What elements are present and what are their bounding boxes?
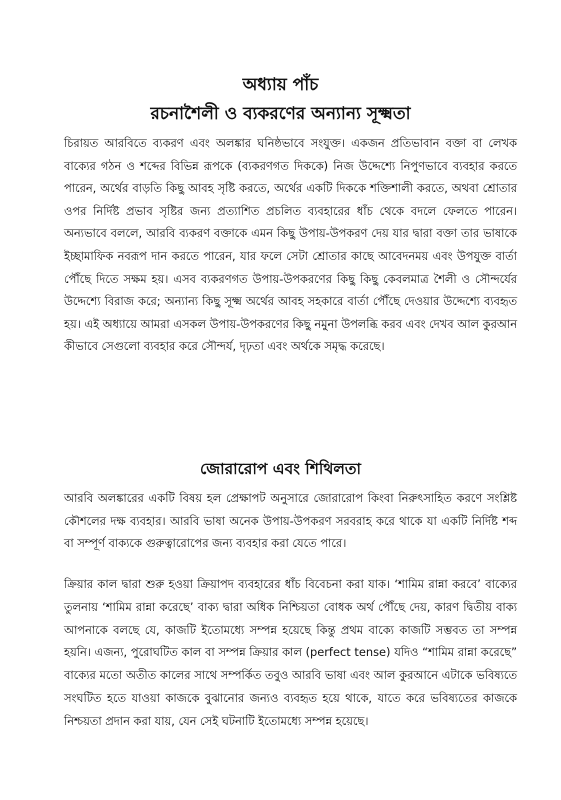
section-paragraph-2: ক্রিয়ার কাল দ্বারা শুরু হওয়া ক্রিয়াপদ ব্যবহারের ধাঁচ বিবেচনা করা যাক। ‘শামিম রান্না করবে’ বাক্যের তুলনায় ‘শামিম রান্না করেছে’ বাক্য দ্বারা অধিক নিশ্চিয়তা বোধক অর্থ পৌঁছে দেয়, কারণ দ্বিতীয় বাক্য আপনাকে বলছে যে, কাজটি ইতোমধ্যে সম্পন্ন হয়েছে কিন্তু প্রথম বাক্যে কাজটি সম্ভবত তা সম্পন্ন হয়নি। এজন্য, পুরোঘটিত কাল বা সম্পন্ন ক্রিয়ার কাল (perfect tense) যদিও “শামিম রান্না করেছে” বাক্যের মতো অতীত কালের সাথে সম্পর্কিত তবুও আরবি ভাষা এবং আল কুরআনে এটাকে ভবিষ্যতে সংঘটিত হতে যাওয়া কাজকে বুঝানোর জন্যও ব্যবহৃত হয়ে থাকে, যাতে করে ভবিষ্যতের কাজকে নিশ্চয়তা প্রদান করা যায়, যেন সেই ঘটনাটি ইতোমধ্যে সম্পন্ন হয়েছে। bbox=[64, 577, 517, 728]
section-heading: জোরারোপ এবং শিথিলতা bbox=[199, 460, 362, 478]
chapter-number: অধ্যায় পাঁচ bbox=[242, 75, 319, 95]
intro-paragraph: চিরায়ত আরবিতে ব্যকরণ এবং অলঙ্কার ঘনিষ্ঠভাবে সংযুক্ত। একজন প্রতিভাবান বক্তা বা লেখক বাক্যের গঠন ও শব্দের বিভিন্ন রূপকে (ব্যকরণগত দিককে) নিজ উদ্দেশ্যে নিপুণভাবে ব্যবহার করতে পারেন, অর্থের বাড়তি কিছু আবহ সৃষ্টি করতে, অর্থের একটি দিককে শক্তিশালী করতে, অথবা শ্রোতার ওপর নির্দিষ্ট প্রভাব সৃষ্টির জন্য প্রত্যাশিত প্রচলিত ব্যবহারের ধাঁচ থেকে বদলে ফেলতে পারেন। অন্যভাবে বললে, আরবি ব্যকরণ বক্তাকে এমন কিছু উপায়-উপকরণ দেয় যার দ্বারা বক্তা তার ভাষাকে ইচ্ছামাফিক নবরূপ দান করতে পারেন, যার ফলে সেটা শ্রোতার কাছে আবেদনময় এবং উপযুক্ত বার্তা পৌঁছে দিতে সক্ষম হয়। এসব ব্যকরণগত উপায়-উপকরণের কিছু কিছু কেবলমাত্র শৈলী ও সৌন্দর্যের উদ্দেশ্যে বিরাজ করে; অন্যান্য কিছু সূক্ষ্ম অর্থের আবহ সহকারে বার্তা পৌঁছে দেওয়ার উদ্দেশ্যে ব্যবহৃত হয়। এই অধ্যায়ে আমরা এসকল উপায়-উপকরণের কিছু নমুনা উপলব্ধি করব এবং দেখব আল কুরআন কীভাবে সেগুলো ব্যবহার করে সৌন্দর্য, দৃঢ়তা এবং অর্থকে সমৃদ্ধ করেছে। bbox=[64, 136, 517, 354]
section-paragraph-1: আরবি অলঙ্কারের একটি বিষয় হল প্রেক্ষাপট অনুসারে জোরারোপ কিংবা নিরুৎসাহিত করণে সংশ্লিষ্ট কৌশলের দক্ষ ব্যবহার। আরবি ভাষা অনেক উপায়-উপকরণ সরবরাহ করে থাকে যা একটি নির্দিষ্ট শব্দ বা সম্পূর্ণ বাক্যকে গুরুত্বারোপের জন্য ব্যবহার করা যেতে পারে। bbox=[64, 491, 517, 551]
chapter-title: রচনাশৈলী ও ব্যকরণের অন্যান্য সূক্ষ্মতা bbox=[150, 104, 411, 124]
